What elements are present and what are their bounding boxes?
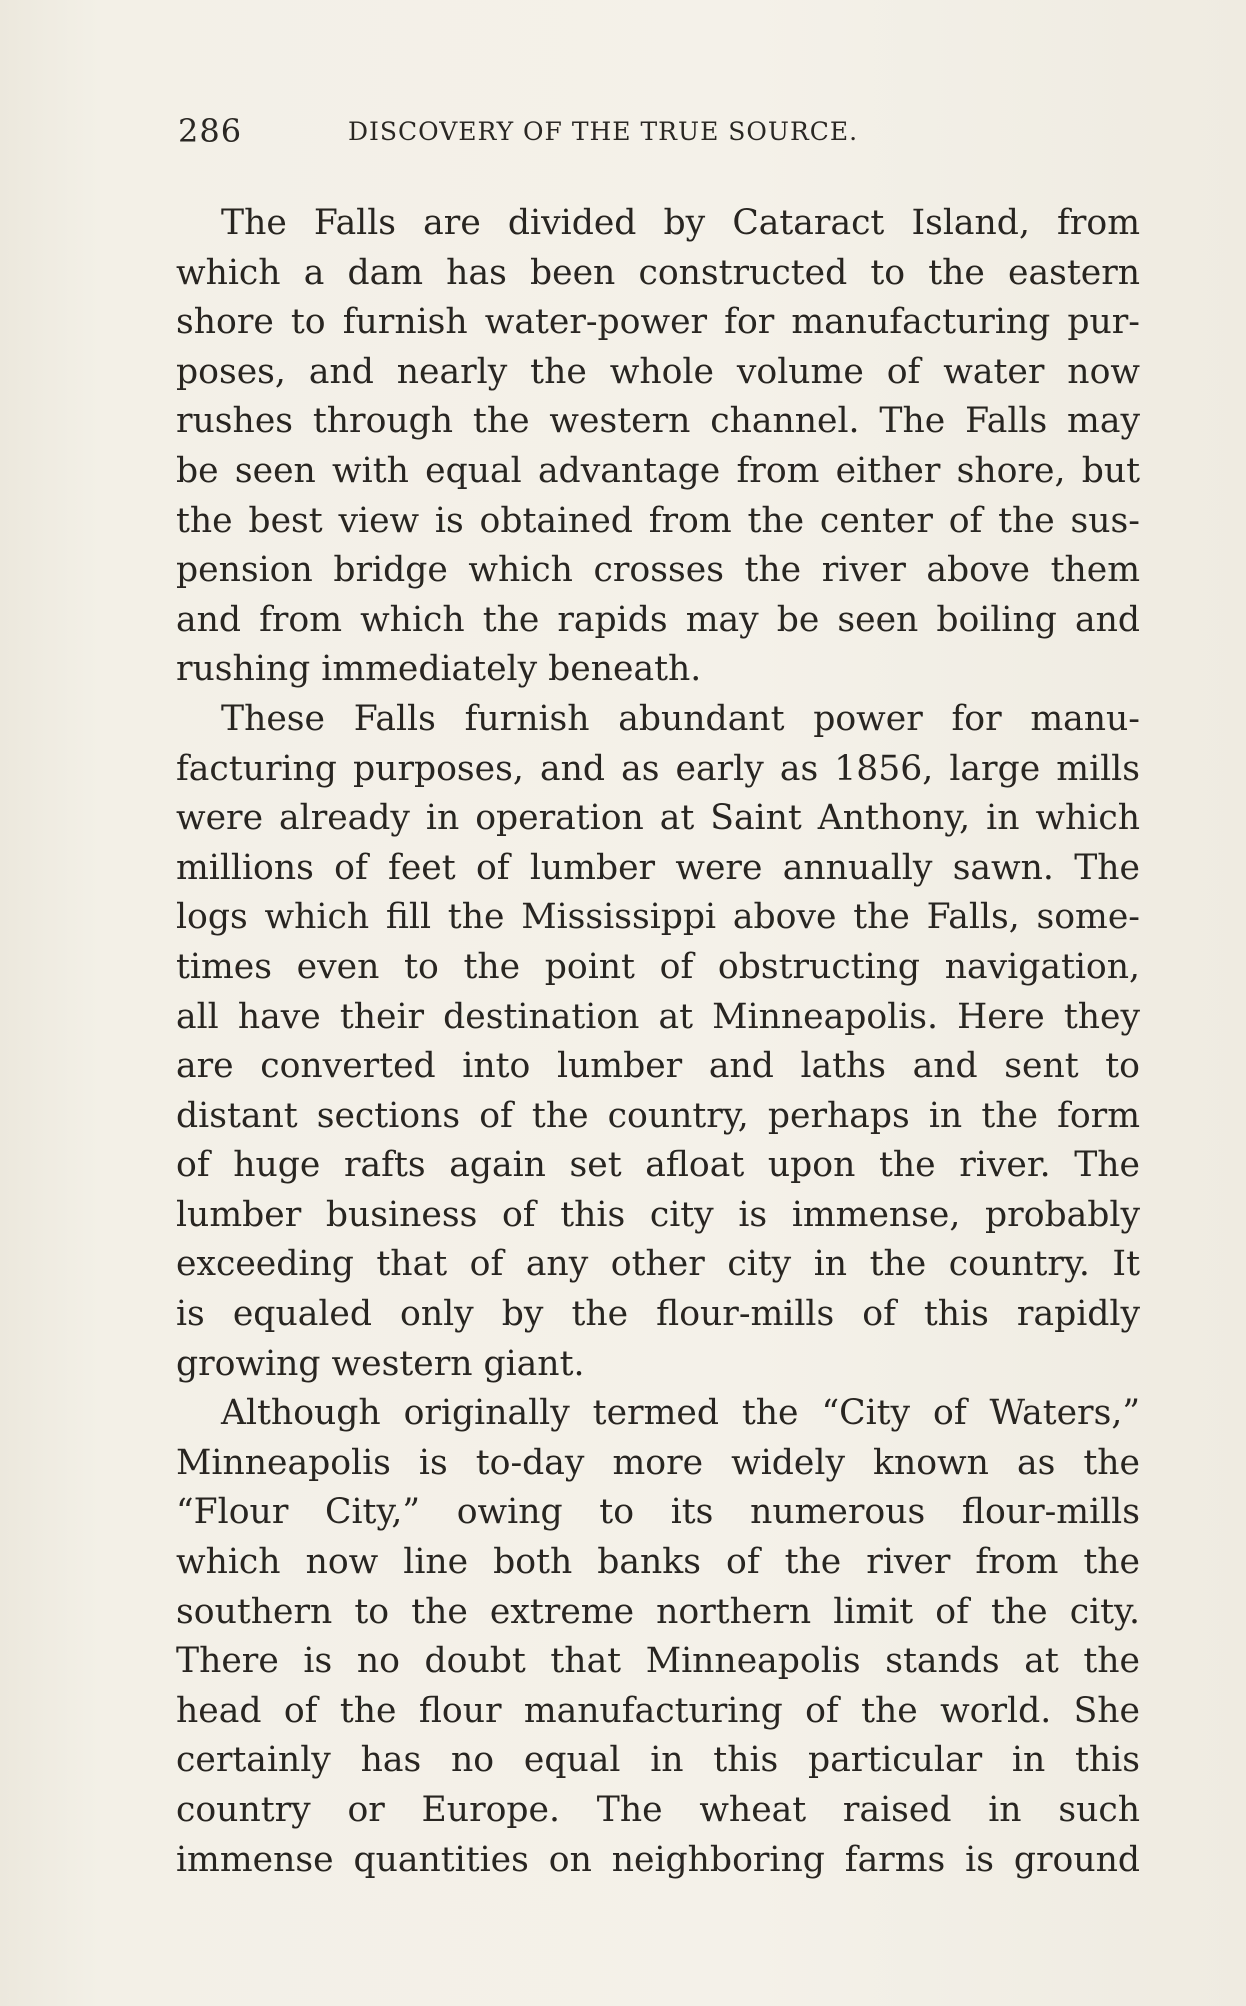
- text-line: logs which fill the Mississippi above the Falls, some-: [176, 897, 1140, 938]
- text-line: is equaled only by the flour-mills of this rapidly: [176, 1294, 1140, 1335]
- text-line: Although originally termed the “City of Waters,”: [221, 1393, 1140, 1434]
- page-header: [178, 112, 1178, 162]
- text-line: These Falls furnish abundant power for manu-: [221, 698, 1140, 739]
- text-line: distant sections of the country, perhaps in the form: [176, 1095, 1140, 1136]
- body-text: [176, 199, 1140, 1885]
- text-line: which now line both banks of the river from the: [176, 1542, 1140, 1583]
- text-line: which a dam has been constructed to the eastern: [176, 252, 1140, 293]
- text-line: poses, and nearly the whole volume of water now: [176, 351, 1140, 392]
- text-line: were already in operation at Saint Anthony, in which: [176, 798, 1140, 839]
- text-line: “Flour City,” owing to its numerous flour-mills: [176, 1492, 1140, 1533]
- running-head: DISCOVERY OF THE TRUE SOURCE.: [348, 117, 859, 146]
- text-line: facturing purposes, and as early as 1856, large mills: [176, 748, 1140, 789]
- text-line: immense quantities on neighboring farms is ground: [176, 1839, 1140, 1880]
- text-line: pension bridge which crosses the river above them: [176, 550, 1140, 591]
- text-line: of huge rafts again set afloat upon the river. The: [176, 1145, 1140, 1186]
- text-line: are converted into lumber and laths and sent to: [176, 1046, 1140, 1087]
- text-line: lumber business of this city is immense, probably: [176, 1194, 1140, 1235]
- text-line: rushing immediately beneath.: [176, 649, 702, 690]
- text-line: Minneapolis is to-day more widely known as the: [176, 1442, 1140, 1483]
- text-line: be seen with equal advantage from either shore, but: [176, 450, 1140, 491]
- text-line: There is no doubt that Minneapolis stands at the: [176, 1641, 1140, 1682]
- text-line: all have their destination at Minneapolis. Here they: [176, 996, 1140, 1037]
- text-line: the best view is obtained from the center of the sus-: [176, 500, 1140, 541]
- page-number: 286: [178, 112, 243, 150]
- text-line: rushes through the western channel. The Falls may: [176, 401, 1140, 442]
- text-line: country or Europe. The wheat raised in such: [176, 1790, 1140, 1830]
- text-line: millions of feet of lumber were annually sawn. The: [176, 847, 1140, 888]
- text-line: and from which the rapids may be seen boiling and: [176, 599, 1140, 640]
- text-line: exceeding that of any other city in the country. It: [176, 1244, 1140, 1285]
- text-line: southern to the extreme northern limit of the city.: [176, 1591, 1140, 1632]
- text-line: The Falls are divided by Cataract Island, from: [221, 203, 1140, 243]
- text-line: certainly has no equal in this particular in this: [176, 1740, 1140, 1781]
- text-line: times even to the point of obstructing navigation,: [176, 946, 1140, 987]
- text-line: growing western giant.: [176, 1343, 585, 1384]
- text-line: shore to furnish water-power for manufacturing pur-: [176, 302, 1140, 343]
- text-line: head of the flour manufacturing of the world. She: [176, 1690, 1140, 1731]
